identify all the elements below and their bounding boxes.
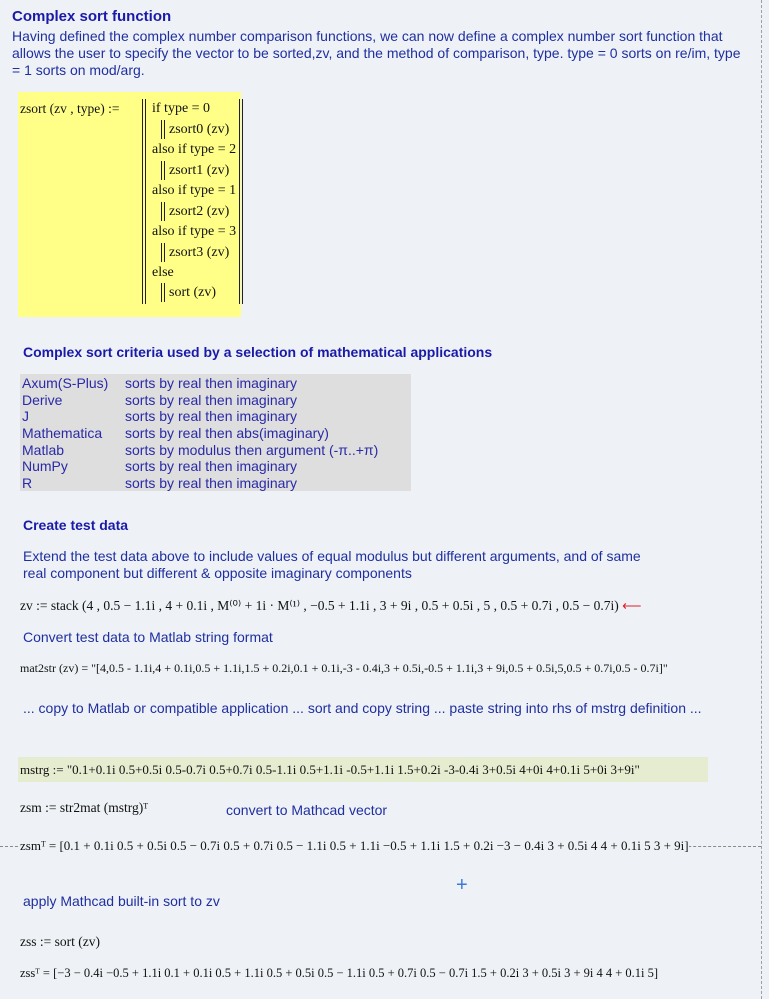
table-cell-app: Derive [22,392,63,408]
branch-bar [164,202,165,221]
section-description: Having defined the complex number comparison functions, we can now define a complex number sort function that allows the user to specify the vector to be sorted,zv, and the method of comparison, type. type = 0 sorts on re/im, type = 1 sorts on mod/arg. [12,28,741,78]
program-line-zsort1: zsort1 (zv) [169,163,230,178]
zsort-definition-lhs: zsort (zv , type) := [20,101,120,116]
section-title-sort-function: Complex sort function [12,8,172,25]
table-cell-criteria: real then abs(imaginary) [178,425,329,441]
criteria-table [20,374,411,491]
zsm-note: convert to Mathcad vector [226,802,388,818]
mat2str-result[interactable]: mat2str (zv) = "[4,0.5 - 1.1i,4 + 0.1i,0.5 + 1.1i,1.5 + 0.2i,0.1 + 0.1i,-3 - 0.4i,3 + 0.5i,-0.5 + 1.1i,3 + 9i,0.5 + 0.5i,5,0.5 + 0.7i,0.5 - 0.7i]" [20,661,668,675]
test-data-description: Extend the test data above to include values of equal modulus but different arguments, and of same real component but different & opposite imaginary components [23,548,641,581]
program-line-zsort3: zsort3 (zv) [169,245,230,260]
table-cell-app: NumPy [22,458,68,474]
section-title-criteria: Complex sort criteria used by a selection of mathematical applications [23,344,493,360]
zsort-program-region[interactable] [18,92,241,317]
table-cell-criteria: modulus then argument (-π..+π) [178,442,379,458]
table-cell-prefix: sorts by [125,425,175,441]
section-title-test-data: Create test data [23,517,129,533]
zss-definition[interactable]: zss := sort (zv) [20,934,100,949]
zss-transpose-result[interactable]: zssᵀ = [−3 − 0.4i −0.5 + 1.1i 0.1 + 0.1i 0.5 + 1.1i 0.5 + 0.5i 0.5 − 1.1i 0.5 + 0.7i 0.5 − 0.7i 1.5 + 0.2i 3 + 0.5i 3 + 9i 4 4 + 0.1i 5] [20,966,659,980]
zsm-definition[interactable]: zsm := str2mat (mstrg)ᵀ [20,800,149,815]
table-cell-criteria: real then imaginary [178,375,298,391]
branch-bar [161,161,162,180]
program-line-else: else [152,265,174,280]
table-cell-app: R [22,475,33,491]
zsm-transpose-result[interactable]: zsmᵀ = [0.1 + 0.1i 0.5 + 0.5i 0.5 − 0.7i 0.5 + 0.7i 0.5 − 1.1i 0.5 + 1.1i −0.5 + 1.1i 1.5 + 0.2i −3 − 0.4i 3 + 0.5i 4 4 + 0.1i 5 3 + 9i] [20,838,689,853]
program-bar-outer2 [145,99,146,304]
table-cell-criteria: real then imaginary [178,408,298,424]
program-bar-outer [142,99,143,304]
page-boundary [761,0,762,999]
table-cell-app: Mathematica [22,425,103,441]
program-line-zsort0: zsort0 (zv) [169,122,230,137]
branch-bar [161,120,162,139]
program-line-if0: if type = 0 [152,101,211,116]
table-cell-prefix: sorts by [125,375,175,391]
copy-instructions: ... copy to Matlab or compatible application ... sort and copy string ... paste string into rhs of mstrg definition ... [23,700,702,716]
mstrg-region[interactable] [18,757,708,782]
branch-bar [161,283,162,302]
branch-bar [164,161,165,180]
sort-label: apply Mathcad built-in sort to zv [23,893,220,909]
table-cell-prefix: sorts by [125,408,175,424]
zv-definition-text: zv := stack (4 , 0.5 − 1.1i , 4 + 0.1i , M⁽⁰⁾ + 1i · M⁽¹⁾ , −0.5 + 1.1i , 3 + 9i , 0.5 + 0.5i , 5 , 0.5 + 0.7i , 0.5 − 0.7i) [20,598,619,613]
insertion-cursor-plus-icon[interactable]: + [456,874,468,896]
convert-label: Convert test data to Matlab string format [23,629,273,645]
mstrg-definition: mstrg := "0.1+0.1i 0.5+0.5i 0.5-0.7i 0.5+0.7i 0.5-1.1i 0.5+1.1i -0.5+1.1i 1.5+0.2i -3-0.4i 3+0.5i 4+0i 4+0.1i 5+0i 3+9i" [20,762,640,777]
program-line-zsort2: zsort2 (zv) [169,204,230,219]
program-line-if3: also if type = 3 [152,224,237,239]
branch-bar [161,243,162,262]
table-cell-prefix: sorts by [125,442,175,458]
branch-bar [161,202,162,221]
branch-bar [164,243,165,262]
zv-definition[interactable] [20,598,641,614]
program-bar-right2 [242,99,243,304]
table-cell-criteria: real then imaginary [178,392,298,408]
table-cell-criteria: real then imaginary [178,475,298,491]
program-block [142,99,244,304]
program-line-if2: also if type = 2 [152,142,237,157]
table-cell-prefix: sorts by [125,392,175,408]
branch-bar [164,283,165,302]
table-cell-app: J [22,408,29,424]
table-cell-app: Matlab [22,442,65,458]
program-line-if1: also if type = 1 [152,183,237,198]
program-bar-right [239,99,240,304]
table-cell-prefix: sorts by [125,458,175,474]
program-line-sort: sort (zv) [169,285,217,300]
red-arrow-icon: ⟵ [622,598,642,613]
table-cell-app: Axum(S-Plus) [22,375,109,391]
table-cell-prefix: sorts by [125,475,175,491]
table-cell-criteria: real then imaginary [178,458,298,474]
branch-bar [164,120,165,139]
